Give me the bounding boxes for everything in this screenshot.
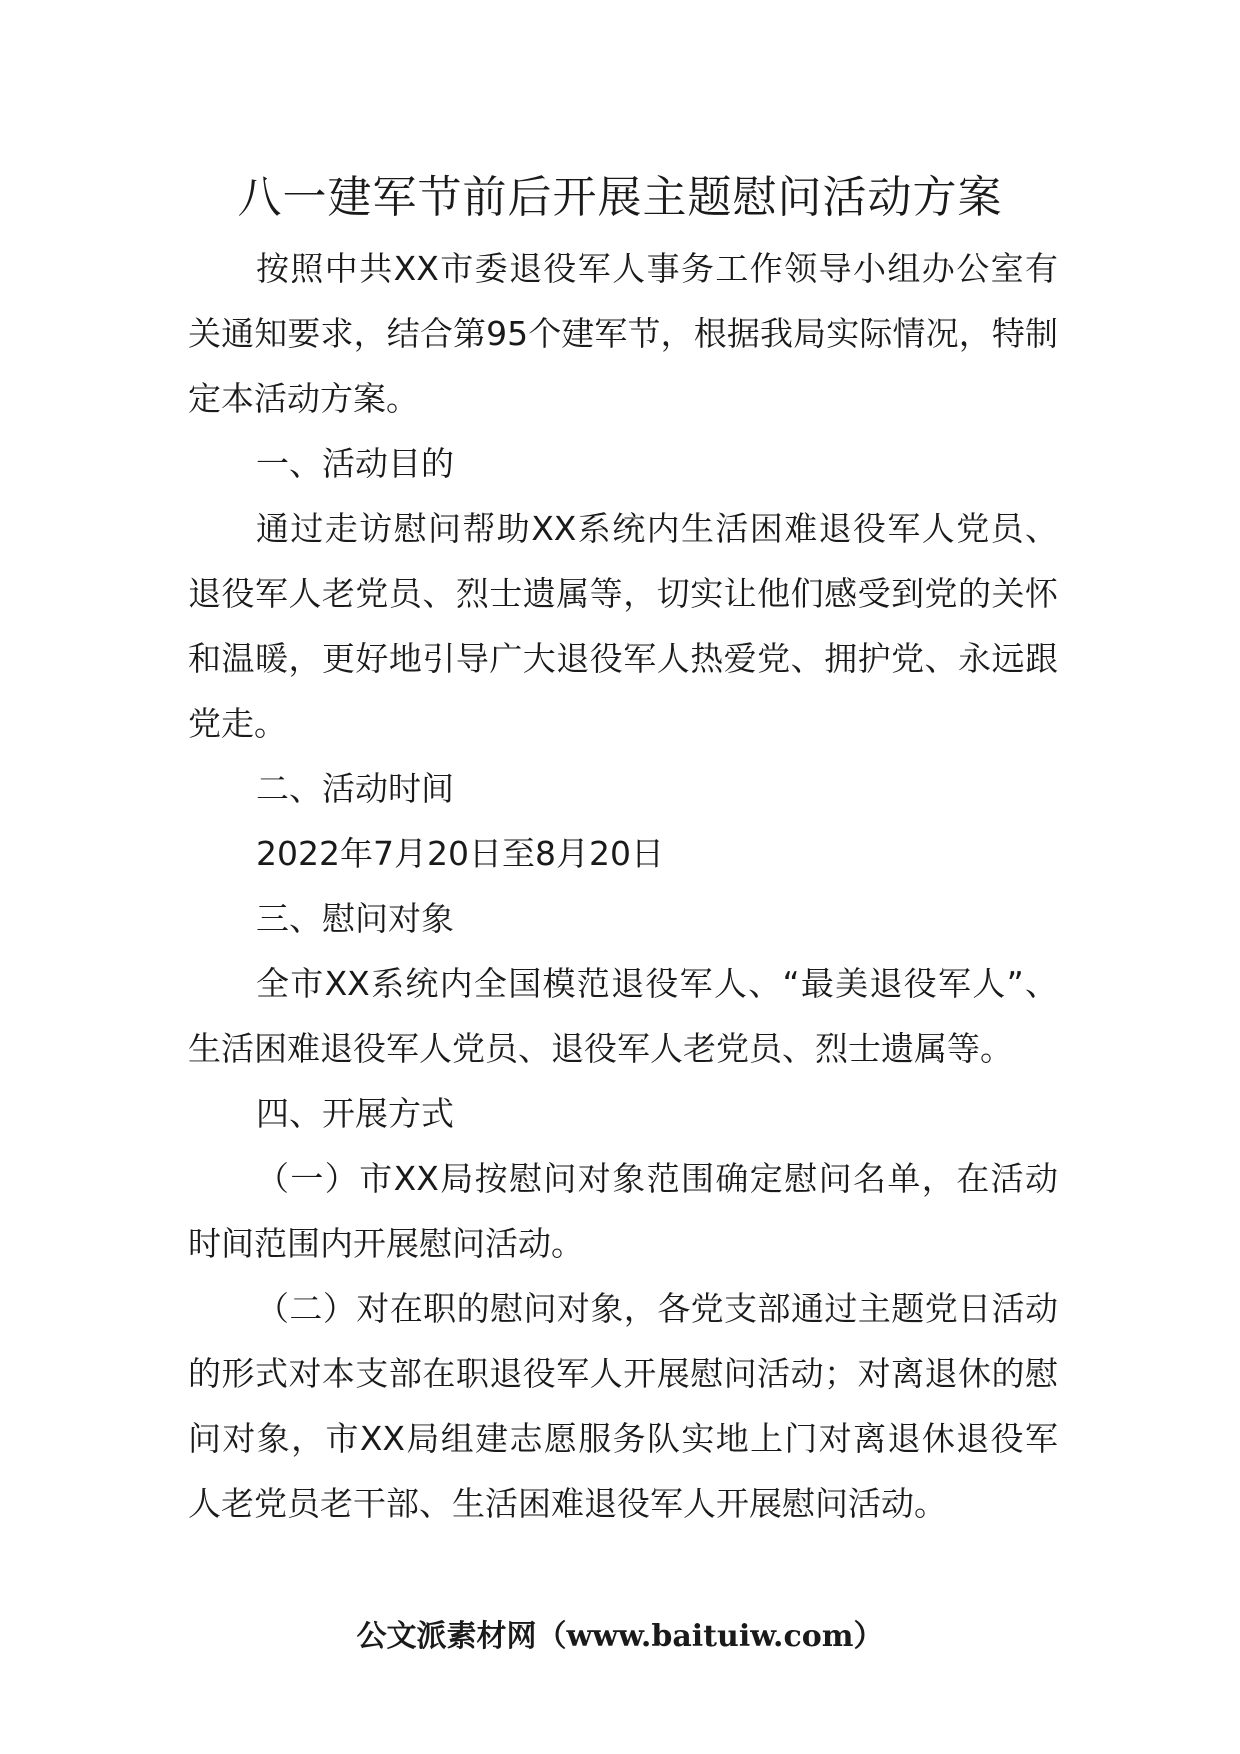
section-heading-methods: 四、开展方式 — [256, 1094, 454, 1133]
document-title: 八一建军节前后开展主题慰问活动方案 — [237, 172, 1003, 223]
footer-watermark: 公文派素材网（www.baituiw.com） — [356, 1619, 884, 1654]
intro-paragraph: 按照中共XX市委退役军人事务工作领导小组办公室有关通知要求，结合第95个建军节，根据我局实际情况，特制定本活动方案。 — [188, 249, 1058, 418]
purpose-paragraph: 通过走访慰问帮助XX系统内生活困难退役军人党员、退役军人老党员、烈士遗属等，切实让他们感受到党的关怀和温暖，更好地引导广大退役军人热爱党、拥护党、永远跟党走。 — [188, 509, 1058, 743]
section-heading-purpose: 一、活动目的 — [256, 444, 454, 483]
method-paragraph-2: （二）对在职的慰问对象，各党支部通过主题党日活动的形式对本支部在职退役军人开展慰问活动；对离退休的慰问对象，市XX局组建志愿服务队实地上门对离退休退役军人老党员老干部、生活困难退役军人开展慰问活动。 — [188, 1289, 1058, 1523]
method-paragraph-1: （一）市XX局按慰问对象范围确定慰问名单，在活动时间范围内开展慰问活动。 — [188, 1159, 1058, 1263]
document-body — [188, 236, 1058, 1536]
section-heading-time: 二、活动时间 — [256, 769, 454, 808]
section-heading-targets: 三、慰问对象 — [256, 899, 454, 938]
time-paragraph: 2022年7月20日至8月20日 — [256, 834, 664, 873]
targets-paragraph: 全市XX系统内全国模范退役军人、“最美退役军人”、生活困难退役军人党员、退役军人老党员、烈士遗属等。 — [188, 964, 1058, 1068]
